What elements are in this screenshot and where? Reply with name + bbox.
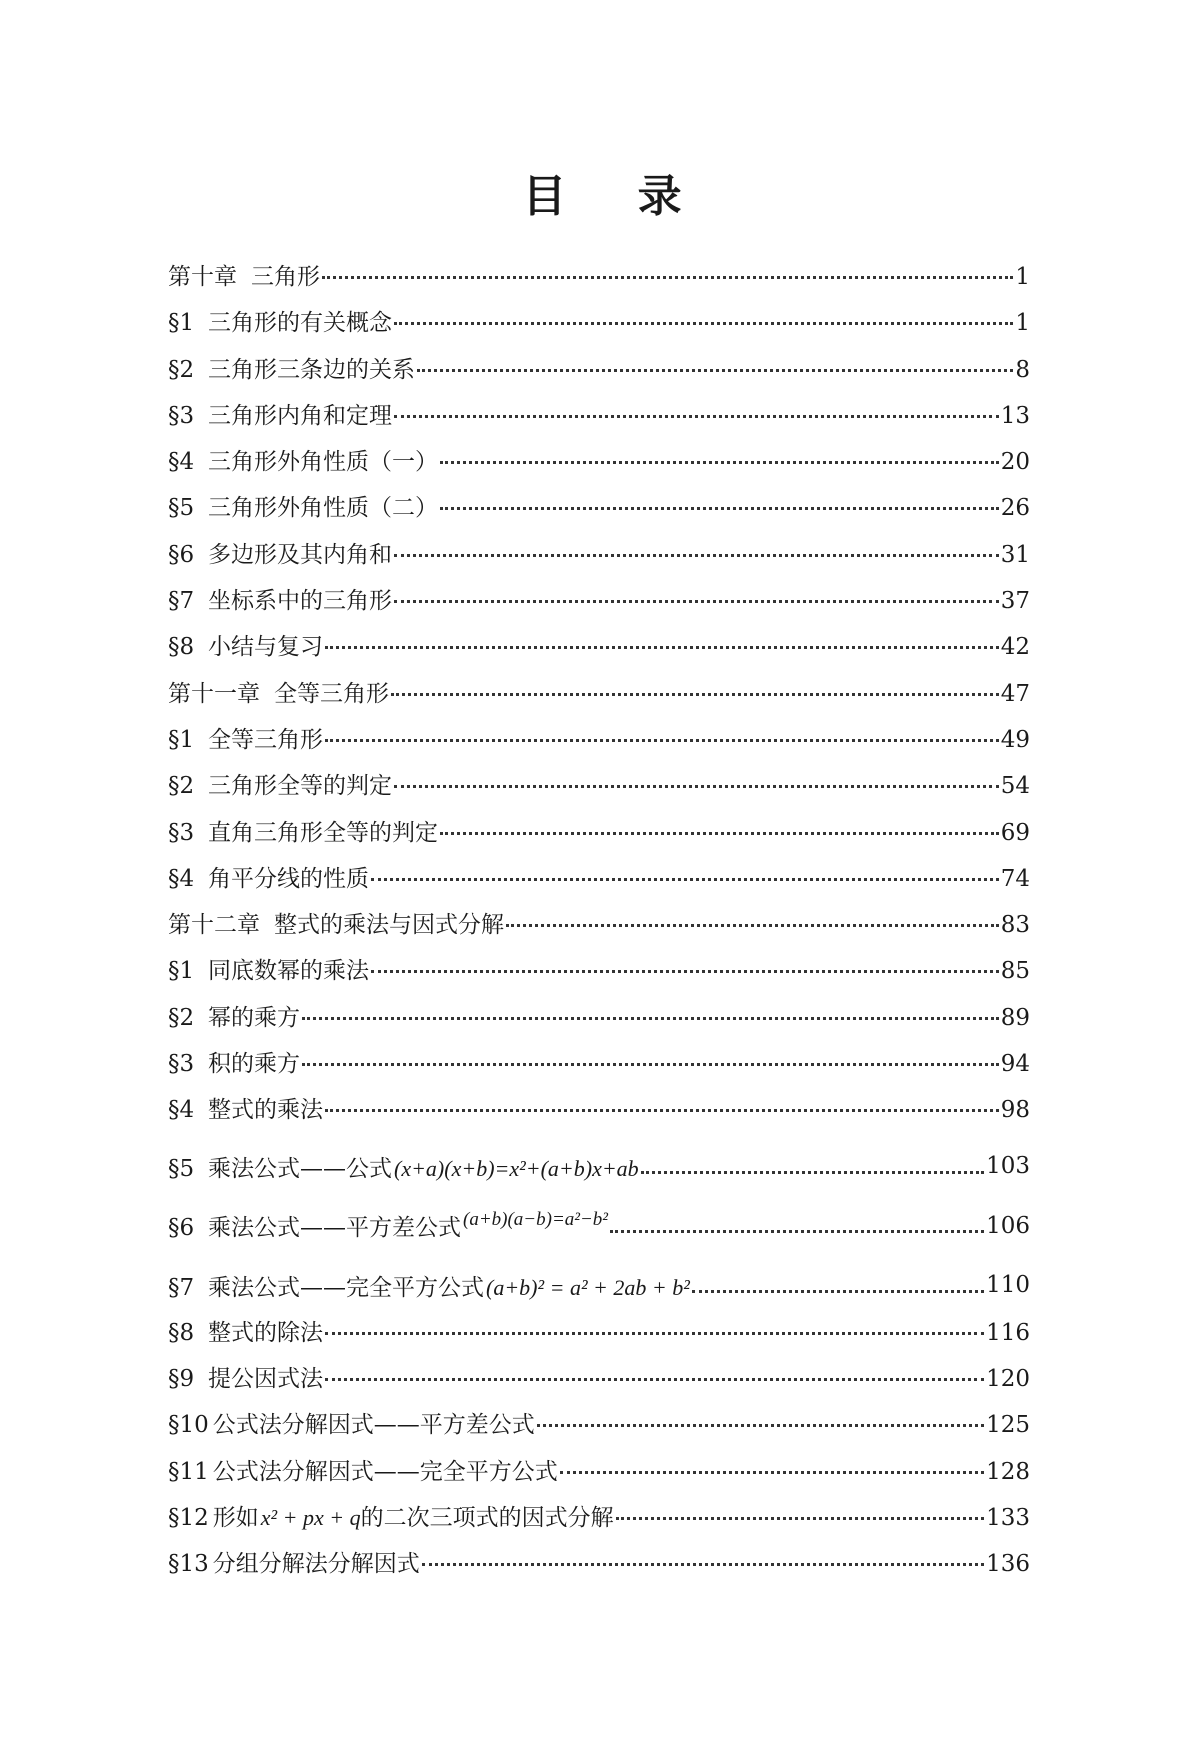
toc-section-entry[interactable] bbox=[168, 628, 1030, 674]
page-number: 85 bbox=[1000, 958, 1030, 985]
entry-title bbox=[168, 351, 415, 384]
entry-label: 全等三角形 bbox=[208, 726, 323, 753]
entry-label: 乘法公式——平方差公式 bbox=[208, 1215, 461, 1242]
page-number: 1 bbox=[1015, 264, 1030, 290]
page-number: 120 bbox=[986, 1365, 1030, 1392]
dot-leader bbox=[325, 739, 999, 742]
section-number: §3 bbox=[168, 402, 195, 429]
section-number: 第十二章 bbox=[168, 912, 260, 939]
page-number: 1 bbox=[1015, 310, 1030, 337]
entry-label-suffix: 的二次三项式的因式分解 bbox=[360, 1504, 614, 1531]
section-number: §1 bbox=[168, 726, 195, 753]
entry-label: 坐标系中的三角形 bbox=[208, 588, 392, 615]
entry-title bbox=[168, 258, 320, 291]
toc-chapter-entry[interactable] bbox=[168, 675, 1030, 721]
entry-label: 整式的乘法与因式分解 bbox=[274, 912, 504, 939]
page-number: 49 bbox=[1000, 726, 1030, 753]
toc-section-entry[interactable] bbox=[168, 443, 1030, 489]
toc-section-entry[interactable] bbox=[168, 1257, 1030, 1314]
entry-title bbox=[168, 675, 389, 708]
dot-leader bbox=[394, 785, 999, 788]
page-number: 98 bbox=[1000, 1097, 1030, 1124]
section-number: §13 bbox=[168, 1551, 209, 1578]
entry-label: 整式的乘法 bbox=[208, 1097, 323, 1124]
section-number: §7 bbox=[168, 588, 195, 615]
page-number: 125 bbox=[986, 1412, 1030, 1439]
toc-chapter-entry[interactable] bbox=[168, 258, 1030, 304]
toc-section-entry[interactable] bbox=[168, 1360, 1030, 1406]
entry-title bbox=[168, 952, 369, 985]
page-number: 37 bbox=[1000, 588, 1030, 615]
entry-label: 积的乘方 bbox=[208, 1051, 300, 1078]
section-number: §1 bbox=[168, 310, 195, 337]
toc-section-entry[interactable] bbox=[168, 721, 1030, 767]
section-number: §2 bbox=[168, 356, 195, 383]
toc-section-entry[interactable] bbox=[168, 304, 1030, 350]
dot-leader bbox=[302, 1063, 999, 1066]
page-number: 69 bbox=[1000, 819, 1030, 846]
section-number: §8 bbox=[168, 634, 195, 661]
entry-title bbox=[168, 1209, 608, 1242]
dot-leader bbox=[692, 1290, 984, 1293]
page-number: 133 bbox=[986, 1504, 1030, 1531]
entry-formula: (x+a)(x+b)=x²+(a+b)x+ab bbox=[394, 1155, 639, 1181]
entry-label: 三角形外角性质（一） bbox=[208, 449, 438, 476]
section-number: §4 bbox=[168, 865, 195, 892]
page-number: 89 bbox=[1000, 1004, 1030, 1031]
page-number: 136 bbox=[986, 1551, 1030, 1578]
page-title: 目 录 bbox=[522, 171, 710, 222]
entry-label: 三角形内角和定理 bbox=[208, 402, 392, 429]
toc-section-entry[interactable] bbox=[168, 1545, 1030, 1591]
toc-section-entry[interactable] bbox=[168, 489, 1030, 535]
entry-label: 整式的除法 bbox=[208, 1319, 323, 1346]
entry-title bbox=[168, 443, 438, 476]
section-number: §4 bbox=[168, 449, 195, 476]
entry-title bbox=[168, 1499, 614, 1532]
toc-section-entry[interactable] bbox=[168, 767, 1030, 813]
dot-leader bbox=[417, 369, 1013, 372]
entry-title bbox=[168, 628, 323, 661]
toc-section-entry[interactable] bbox=[168, 1138, 1030, 1195]
toc-section-entry[interactable] bbox=[168, 1045, 1030, 1091]
entry-label: 形如 bbox=[212, 1504, 259, 1531]
section-number: §8 bbox=[168, 1319, 195, 1346]
section-number: §1 bbox=[168, 958, 195, 985]
entry-label: 公式法分解因式——完全平方公式 bbox=[212, 1458, 558, 1485]
dot-leader bbox=[641, 1171, 984, 1174]
dot-leader bbox=[560, 1471, 984, 1474]
section-number: 第十章 bbox=[168, 264, 237, 290]
dot-leader bbox=[371, 970, 999, 973]
section-number: 第十一章 bbox=[168, 680, 260, 707]
page-number: 106 bbox=[986, 1212, 1030, 1239]
section-number: §5 bbox=[168, 1155, 195, 1182]
page-number: 47 bbox=[1000, 680, 1030, 707]
entry-formula: x² + px + q bbox=[260, 1504, 361, 1530]
page-number: 116 bbox=[986, 1319, 1030, 1346]
dot-leader bbox=[506, 924, 999, 927]
section-number: §9 bbox=[168, 1365, 195, 1392]
entry-label: 公式法分解因式——平方差公式 bbox=[212, 1412, 535, 1439]
entry-title bbox=[168, 1045, 300, 1078]
dot-leader bbox=[325, 646, 999, 649]
toc-section-entry[interactable] bbox=[168, 582, 1030, 628]
dot-leader bbox=[325, 1332, 984, 1335]
page-number: 20 bbox=[1000, 449, 1030, 476]
toc-section-entry[interactable] bbox=[168, 1314, 1030, 1360]
dot-leader bbox=[616, 1517, 984, 1520]
page-number: 83 bbox=[1000, 912, 1030, 939]
page-number: 110 bbox=[986, 1272, 1030, 1299]
entry-title bbox=[168, 304, 392, 337]
dot-leader bbox=[322, 276, 1013, 279]
entry-title bbox=[168, 1314, 323, 1347]
entry-label: 直角三角形全等的判定 bbox=[208, 819, 438, 846]
page-number: 103 bbox=[986, 1153, 1030, 1180]
entry-title bbox=[168, 1453, 558, 1486]
page-number: 128 bbox=[986, 1458, 1030, 1485]
entry-title bbox=[168, 1150, 639, 1183]
entry-label: 三角形 bbox=[251, 264, 320, 290]
dot-leader bbox=[325, 1109, 999, 1112]
entry-title bbox=[168, 1091, 323, 1124]
entry-title bbox=[168, 582, 392, 615]
entry-title bbox=[168, 906, 504, 939]
toc-section-entry[interactable] bbox=[168, 351, 1030, 397]
page-number: 8 bbox=[1015, 356, 1030, 383]
page-number: 74 bbox=[1000, 865, 1030, 892]
dot-leader bbox=[422, 1563, 984, 1566]
toc-chapter-entry[interactable] bbox=[168, 906, 1030, 952]
toc-section-entry[interactable] bbox=[168, 1453, 1030, 1499]
toc-section-entry[interactable] bbox=[168, 536, 1030, 582]
dot-leader bbox=[391, 693, 999, 696]
entry-label: 乘法公式——完全平方公式 bbox=[208, 1274, 484, 1301]
toc-section-entry[interactable] bbox=[168, 814, 1030, 860]
page-number: 13 bbox=[1000, 402, 1030, 429]
entry-title bbox=[168, 721, 323, 754]
entry-label: 三角形三条边的关系 bbox=[208, 356, 415, 383]
toc-section-entry[interactable] bbox=[168, 1499, 1030, 1545]
section-number: §5 bbox=[168, 495, 195, 522]
section-number: §4 bbox=[168, 1097, 195, 1124]
entry-title bbox=[168, 536, 392, 569]
section-number: §3 bbox=[168, 1051, 195, 1078]
entry-title bbox=[168, 860, 369, 893]
toc-section-entry[interactable] bbox=[168, 1091, 1030, 1137]
toc-section-entry[interactable] bbox=[168, 999, 1030, 1045]
entry-label: 乘法公式——公式 bbox=[208, 1155, 392, 1182]
section-number: §2 bbox=[168, 1004, 195, 1031]
entry-title bbox=[168, 397, 392, 430]
dot-leader bbox=[440, 461, 999, 464]
entry-title bbox=[168, 1269, 690, 1302]
section-number: §11 bbox=[168, 1458, 209, 1485]
entry-label: 三角形全等的判定 bbox=[208, 773, 392, 800]
toc-section-entry[interactable] bbox=[168, 952, 1030, 998]
section-number: §3 bbox=[168, 819, 195, 846]
entry-label: 小结与复习 bbox=[208, 634, 323, 661]
dot-leader bbox=[537, 1424, 984, 1427]
toc-section-entry[interactable] bbox=[168, 1406, 1030, 1452]
entry-label: 三角形的有关概念 bbox=[208, 310, 392, 337]
toc-section-entry[interactable] bbox=[168, 860, 1030, 906]
dot-leader bbox=[440, 507, 999, 510]
section-number: §7 bbox=[168, 1274, 195, 1301]
page-number: 94 bbox=[1000, 1051, 1030, 1078]
entry-formula: (a+b)(a−b)=a²−b² bbox=[463, 1209, 608, 1231]
page-number: 26 bbox=[1000, 495, 1030, 522]
section-number: §2 bbox=[168, 773, 195, 800]
dot-leader bbox=[440, 832, 999, 835]
entry-title bbox=[168, 1406, 535, 1439]
entry-label: 分组分解法分解因式 bbox=[212, 1551, 420, 1578]
section-number: §10 bbox=[168, 1412, 209, 1439]
dot-leader bbox=[371, 878, 999, 881]
page-number: 31 bbox=[1000, 541, 1030, 568]
toc-section-entry[interactable] bbox=[168, 397, 1030, 443]
entry-label: 同底数幂的乘法 bbox=[208, 958, 369, 985]
section-number: §6 bbox=[168, 1215, 195, 1242]
entry-formula: (a+b)² = a² + 2ab + b² bbox=[486, 1274, 690, 1300]
page-number: 54 bbox=[1000, 773, 1030, 800]
entry-label: 角平分线的性质 bbox=[208, 865, 369, 892]
toc-section-entry[interactable] bbox=[168, 1195, 1030, 1257]
dot-leader bbox=[302, 1017, 999, 1020]
entry-label: 提公因式法 bbox=[208, 1365, 323, 1392]
dot-leader bbox=[325, 1378, 984, 1381]
dot-leader bbox=[394, 554, 999, 557]
dot-leader bbox=[610, 1230, 984, 1233]
entry-title bbox=[168, 489, 438, 522]
entry-title bbox=[168, 1360, 323, 1393]
entry-title bbox=[168, 999, 300, 1032]
entry-title bbox=[168, 767, 392, 800]
section-number: §12 bbox=[168, 1504, 209, 1531]
dot-leader bbox=[394, 322, 1013, 325]
entry-title bbox=[168, 1545, 420, 1578]
section-number: §6 bbox=[168, 541, 195, 568]
entry-label: 多边形及其内角和 bbox=[208, 541, 392, 568]
entry-title bbox=[168, 814, 438, 847]
dot-leader bbox=[394, 415, 999, 418]
entry-label: 幂的乘方 bbox=[208, 1004, 300, 1031]
page-number: 42 bbox=[1000, 634, 1030, 661]
table-of-contents bbox=[168, 258, 1030, 1591]
entry-label: 全等三角形 bbox=[274, 680, 389, 707]
entry-label: 三角形外角性质（二） bbox=[208, 495, 438, 522]
dot-leader bbox=[394, 600, 999, 603]
